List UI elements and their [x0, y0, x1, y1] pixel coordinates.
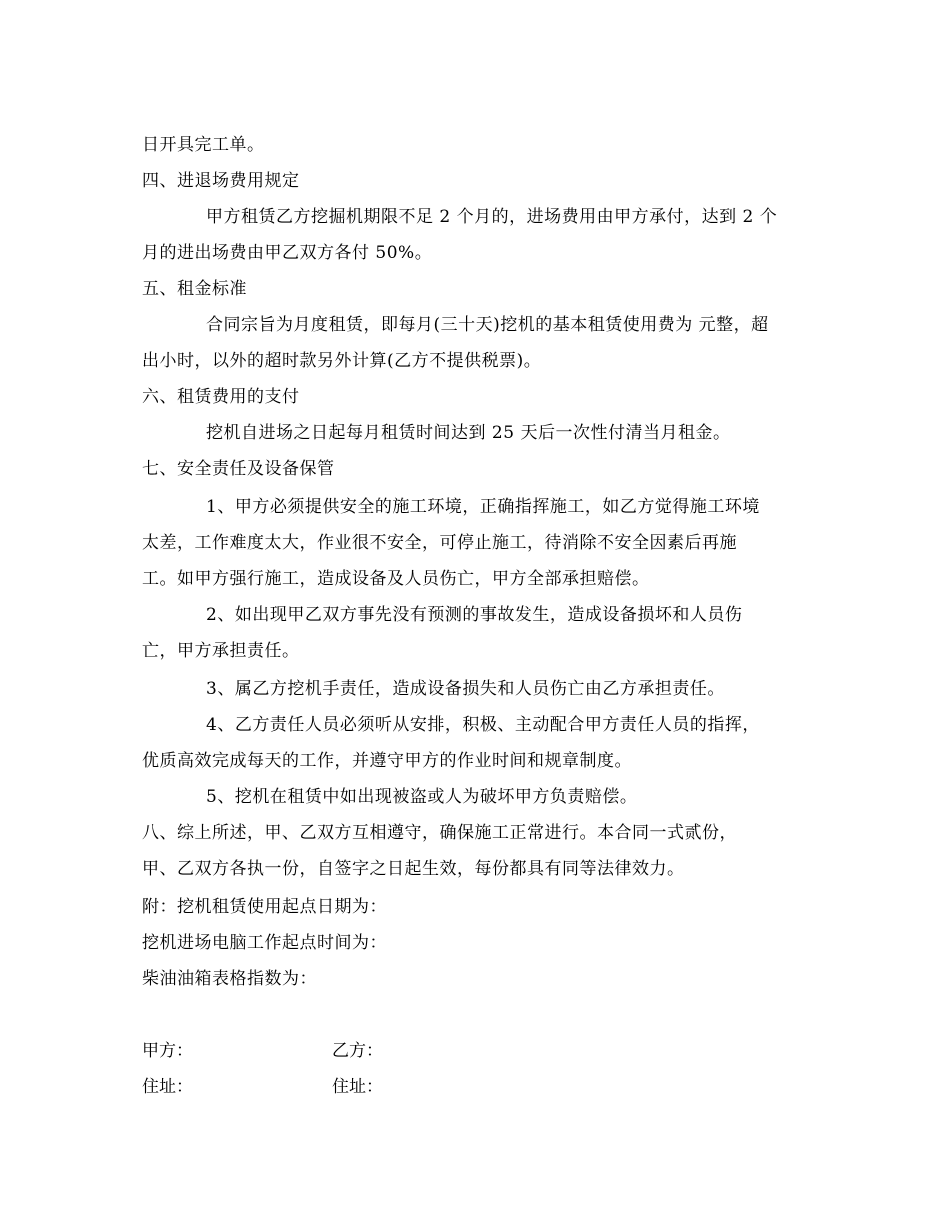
section-heading-8: 八、综上所述，甲、乙双方互相遵守，确保施工正常进行。本合同一式贰份，	[142, 823, 737, 843]
text-line: 合同宗旨为月度租赁，即每月(三十天)挖机的基本租赁使用费为 元整，超	[206, 315, 769, 335]
section-heading-7: 七、安全责任及设备保管	[142, 459, 335, 479]
clause-item: 1、甲方必须提供安全的施工环境，正确指挥施工，如乙方觉得施工环境	[206, 497, 760, 517]
party-b-label: 乙方：	[332, 1041, 383, 1061]
text-line: 月的进出场费由甲乙双方各付 50%。	[142, 243, 433, 263]
clause-item: 4、乙方责任人员必须听从安排，积极、主动配合甲方责任人员的指挥，	[206, 715, 760, 735]
text-line: 日开具完工单。	[142, 135, 265, 155]
text-line: 甲方租赁乙方挖掘机期限不足 2 个月的，进场费用由甲方承付，达到 2 个	[206, 207, 778, 227]
text-line: 亡，甲方承担责任。	[142, 641, 300, 661]
appendix-start-time: 挖机进场电脑工作起点时间为：	[142, 933, 387, 953]
text-line: 出小时，以外的超时款另外计算(乙方不提供税票)。	[142, 351, 542, 371]
text-line: 挖机自进场之日起每月租赁时间达到 25 天后一次性付清当月租金。	[206, 423, 731, 443]
text-line: 太差，工作难度太大，作业很不安全，可停止施工，待消除不安全因素后再施	[142, 533, 737, 553]
text-line: 工。如甲方强行施工，造成设备及人员伤亡，甲方全部承担赔偿。	[142, 569, 650, 589]
section-heading-5: 五、租金标准	[142, 279, 247, 299]
clause-item: 5、挖机在租赁中如出现被盗或人为破坏甲方负责赔偿。	[206, 787, 638, 807]
clause-item: 3、属乙方挖机手责任，造成设备损失和人员伤亡由乙方承担责任。	[206, 679, 725, 699]
address-b-label: 住址：	[332, 1077, 383, 1097]
clause-item: 2、如出现甲乙双方事先没有预测的事故发生，造成设备损坏和人员伤	[206, 605, 743, 625]
address-a-label: 住址：	[142, 1077, 193, 1097]
appendix-start-date: 附：挖机租赁使用起点日期为：	[142, 897, 387, 917]
appendix-fuel-reading: 柴油油箱表格指数为：	[142, 969, 317, 989]
text-line: 甲、乙双方各执一份，自签字之日起生效，每份都具有同等法律效力。	[142, 859, 685, 879]
text-line: 优质高效完成每天的工作，并遵守甲方的作业时间和规章制度。	[142, 751, 632, 771]
party-a-label: 甲方：	[142, 1041, 193, 1061]
section-heading-4: 四、进退场费用规定	[142, 171, 300, 191]
section-heading-6: 六、租赁费用的支付	[142, 387, 300, 407]
